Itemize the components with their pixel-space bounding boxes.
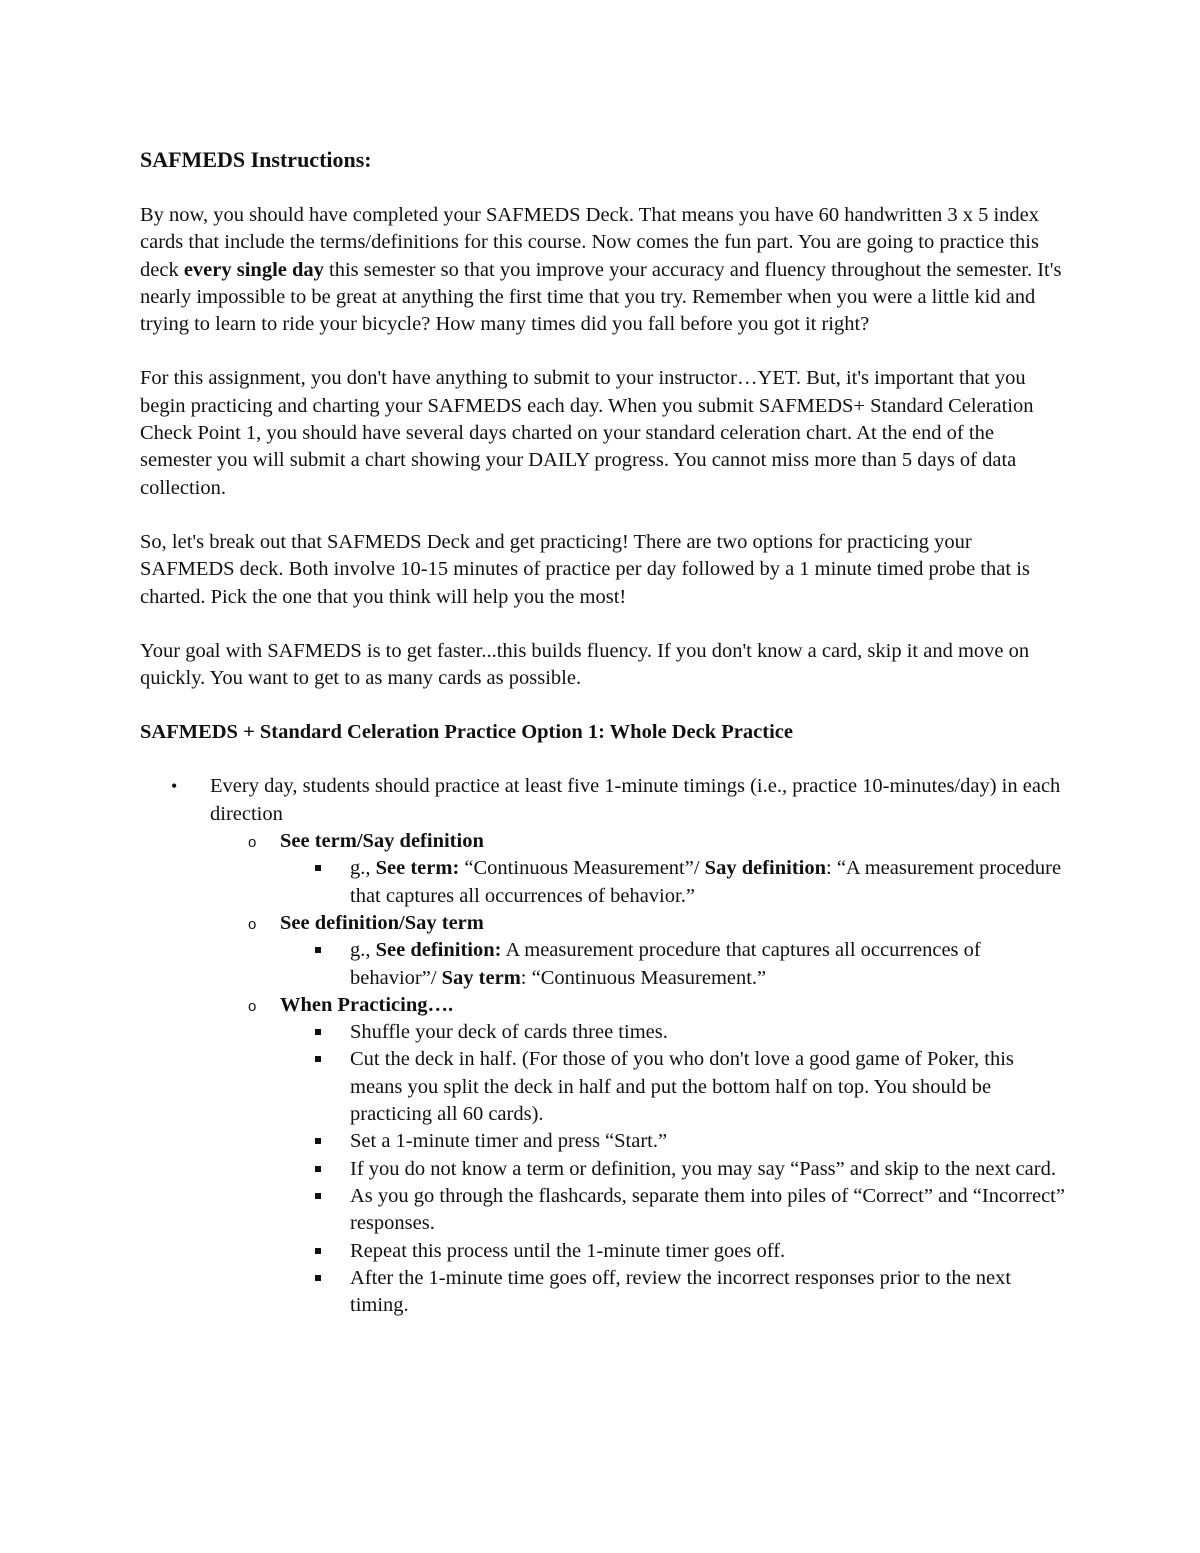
practice-step <box>280 1019 1070 1046</box>
sub1-example <box>280 855 1070 910</box>
section-heading: SAFMEDS + Standard Celeration Practice Option 1: Whole Deck Practice <box>140 721 793 744</box>
sub3-heading: When Practicing…. <box>280 993 454 1016</box>
sub2-list <box>280 937 1070 992</box>
square-bullet-marker <box>315 1029 321 1035</box>
options-paragraph: So, let's break out that SAFMEDS Deck and get practicing! There are two options for practicing your SAFMEDS deck. Both involve 10-15 minutes of practice per day followed by a 1 minute timed probe that is charted. Pick the one that you think will help you the most! <box>140 530 1030 608</box>
example-text: : “A measurement procedure that captures all occurrences of behavior.” <box>350 857 1062 907</box>
assignment-paragraph: For this assignment, you don't have anything to submit to your instructor…YET. But, it's important that you begin practicing and charting your SAFMEDS each day. When you submit SAFMEDS+ Standard Celeration Check Point 1, you should have several days charted on your standard celeration chart. At the end of the semester you will submit a chart showing your DAILY progress. You cannot miss more than 5 days of data collection. <box>140 367 1034 499</box>
square-bullet-marker <box>315 1166 321 1172</box>
sub1-heading: See term/Say definition <box>280 830 484 853</box>
example-text: : “Continuous Measurement.” <box>520 966 767 989</box>
example-prefix: g., <box>350 939 376 962</box>
intro-text-a: By now, you should have completed your SAFMEDS Deck. That means you have 60 handwritten 3 x 5 index cards that include the terms/definitions for this course. Now comes the fun part. You are going to practice this deck <box>140 204 1040 281</box>
practice-step <box>280 1156 1070 1183</box>
sublist-item <box>210 992 1070 1320</box>
sublist <box>210 828 1070 1319</box>
list-item <box>140 773 1070 1319</box>
example-label: Say term <box>441 966 521 989</box>
example-label: See definition: <box>375 939 502 962</box>
bullet-main-text: Every day, students should practice at least five 1-minute timings (i.e., practice 10-minutes/day) in each direction <box>210 775 1061 825</box>
sublist-item <box>210 828 1070 910</box>
practice-step-text: If you do not know a term or definition, you may say “Pass” and skip to the next card. <box>350 1157 1056 1180</box>
practice-list <box>140 773 1070 1319</box>
square-bullet-marker <box>315 947 321 953</box>
practice-step-text: As you go through the flashcards, separate them into piles of “Correct” and “Incorrect” responses. <box>350 1184 1065 1235</box>
square-bullet-marker <box>315 1248 321 1254</box>
sub2-example <box>280 937 1070 992</box>
sub3-list <box>280 1019 1070 1319</box>
intro-paragraph <box>140 202 1070 338</box>
practice-step <box>280 1046 1070 1128</box>
practice-step-text: Shuffle your deck of cards three times. <box>350 1021 668 1044</box>
circle-marker: o <box>248 834 257 852</box>
intro-text-b: this semester so that you improve your accuracy and fluency throughout the semester. It's nearly impossible to be great at anything the first time that you try. Remember when you were a little kid and trying to learn to ride your bicycle? How many times did you fall before you got it right? <box>140 258 1062 336</box>
square-bullet-marker <box>315 1193 321 1199</box>
practice-step-text: Repeat this process until the 1-minute timer goes off. <box>350 1239 786 1262</box>
practice-step <box>280 1128 1070 1155</box>
document-title: SAFMEDS Instructions: <box>140 147 372 172</box>
intro-emphasis: every single day <box>183 258 324 281</box>
bullet-marker: • <box>171 776 178 797</box>
practice-step <box>280 1238 1070 1265</box>
practice-step-text: Cut the deck in half. (For those of you who don't love a good game of Poker, this means you split the deck in half and put the bottom half on top. You should be practicing all 60 cards). <box>350 1048 1014 1126</box>
square-bullet-marker <box>315 1275 321 1281</box>
sub1-list <box>280 855 1070 910</box>
practice-step <box>280 1265 1070 1320</box>
example-text: A measurement procedure that captures all occurrences of behavior”/ <box>350 939 981 989</box>
circle-marker: o <box>248 915 257 933</box>
sub2-heading: See definition/Say term <box>280 911 484 934</box>
example-text: “Continuous Measurement”/ <box>459 857 705 880</box>
square-bullet-marker <box>315 865 321 871</box>
square-bullet-marker <box>315 1138 321 1144</box>
square-bullet-marker <box>315 1056 321 1062</box>
document-page <box>140 146 1070 1319</box>
circle-marker: o <box>248 997 257 1015</box>
example-prefix: g., <box>350 857 376 880</box>
practice-step-text: After the 1-minute time goes off, review the incorrect responses prior to the next timing. <box>350 1266 1012 1317</box>
practice-step-text: Set a 1-minute timer and press “Start.” <box>350 1130 668 1153</box>
goal-paragraph: Your goal with SAFMEDS is to get faster...this builds fluency. If you don't know a card, skip it and move on quickly. You want to get to as many cards as possible. <box>140 639 1030 690</box>
sublist-item <box>210 910 1070 992</box>
practice-step <box>280 1183 1070 1238</box>
example-label: See term: <box>375 857 460 880</box>
example-label: Say definition <box>704 857 826 880</box>
